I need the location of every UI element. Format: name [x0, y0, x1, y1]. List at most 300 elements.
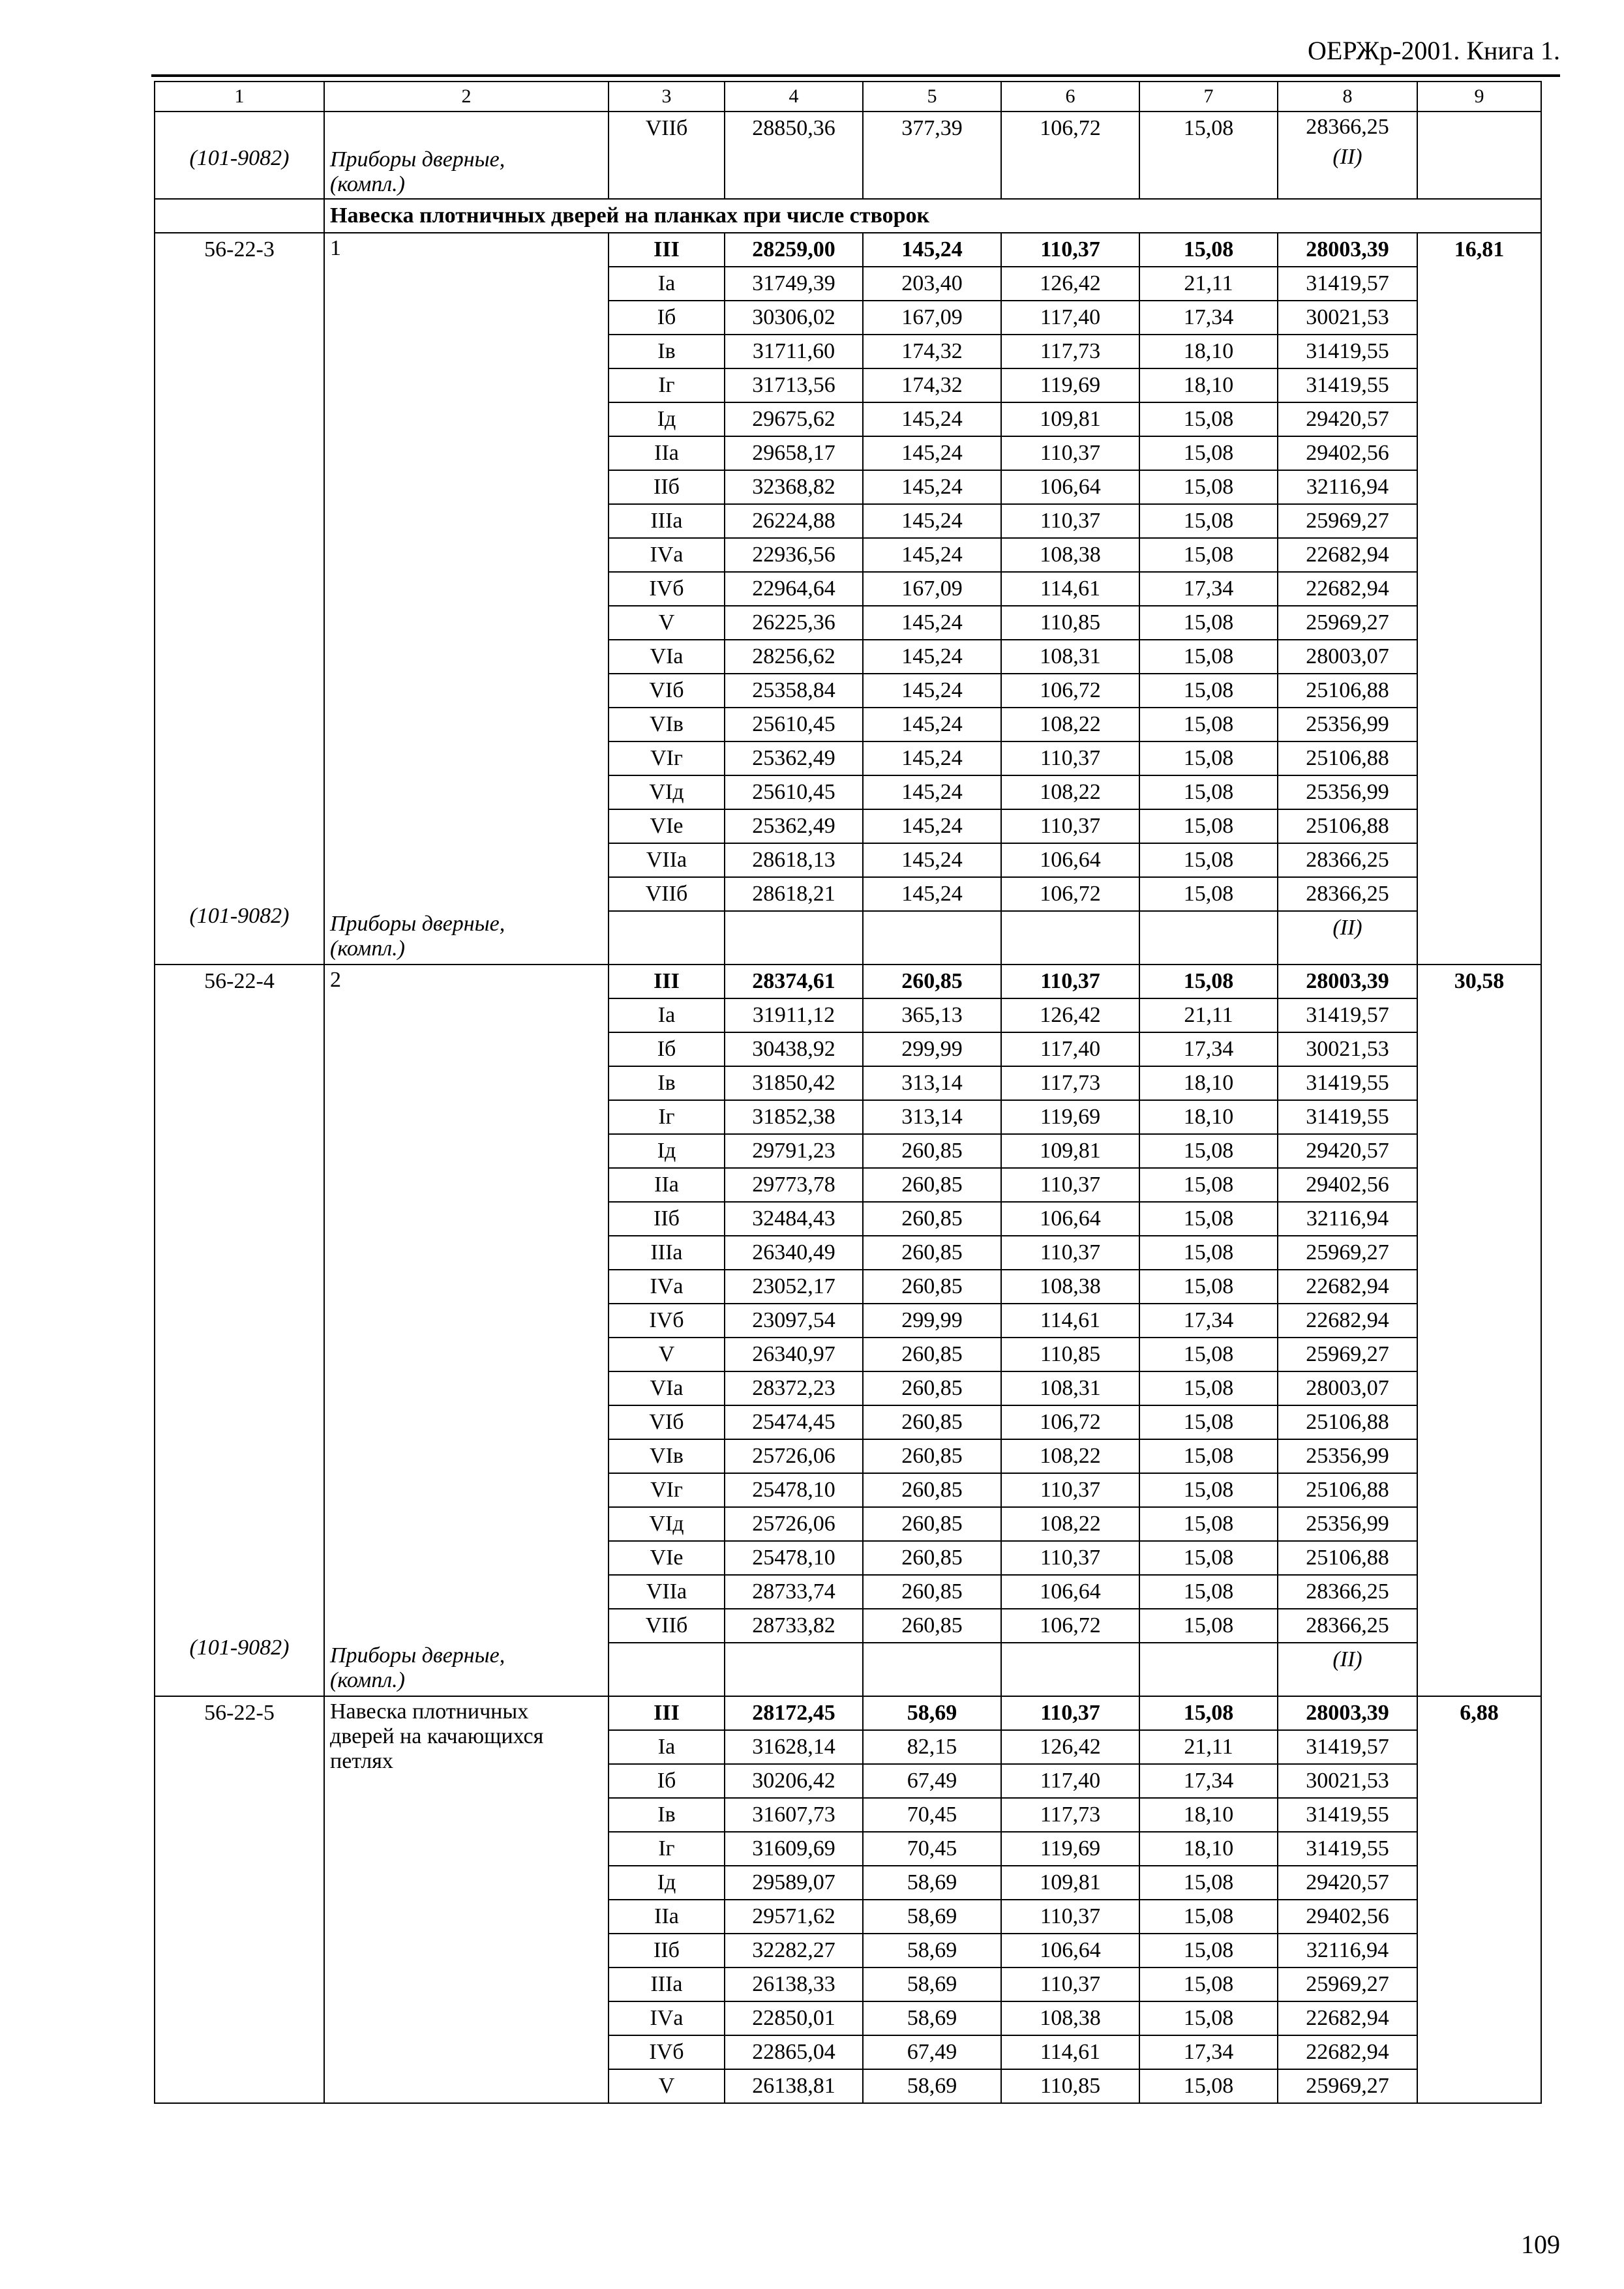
- value-cell: 25969,27: [1278, 1236, 1417, 1270]
- value-cell: 25106,88: [1278, 809, 1417, 843]
- value-cell: 67,49: [863, 2035, 1001, 2069]
- value-cell: 260,85: [863, 1168, 1001, 1202]
- value-cell: 110,37: [1001, 965, 1139, 998]
- value-cell: 31419,57: [1278, 998, 1417, 1032]
- value-cell: 117,40: [1001, 301, 1139, 335]
- value-cell: 260,85: [863, 1575, 1001, 1609]
- value-cell: 15,08: [1139, 1507, 1278, 1541]
- value-cell: 28172,45: [725, 1696, 863, 1730]
- value-cell: [863, 1643, 1001, 1696]
- value-cell: 119,69: [1001, 1100, 1139, 1134]
- value-cell: 25726,06: [725, 1507, 863, 1541]
- table-row: [155, 1696, 1541, 1730]
- value-cell: 29773,78: [725, 1168, 863, 1202]
- value-cell: 22682,94: [1278, 572, 1417, 606]
- value-cell: 15,08: [1139, 809, 1278, 843]
- value-cell: 29658,17: [725, 436, 863, 470]
- resource-class-cell: (II): [1278, 911, 1417, 965]
- value-cell: 22682,94: [1278, 1304, 1417, 1338]
- zone-cell: VIIа: [609, 1575, 725, 1609]
- value-cell: 28003,39: [1278, 1696, 1417, 1730]
- value-cell: 260,85: [863, 1507, 1001, 1541]
- value-cell: 15,08: [1139, 640, 1278, 674]
- value-cell: 108,38: [1001, 538, 1139, 572]
- value-cell: 28733,74: [725, 1575, 863, 1609]
- zone-cell: IVб: [609, 2035, 725, 2069]
- value-cell: 114,61: [1001, 572, 1139, 606]
- value-cell: 31419,55: [1278, 1066, 1417, 1100]
- value-cell: 58,69: [863, 2001, 1001, 2035]
- value-cell: 15,08: [1139, 1405, 1278, 1439]
- value-cell: 28618,21: [725, 877, 863, 911]
- zone-cell: VIIб: [609, 877, 725, 911]
- value-cell: 18,10: [1139, 1100, 1278, 1134]
- value-cell: 58,69: [863, 1696, 1001, 1730]
- value-cell: 29420,57: [1278, 1134, 1417, 1168]
- value-cell: 31852,38: [725, 1100, 863, 1134]
- header-rule: [151, 74, 1560, 77]
- value-cell: 70,45: [863, 1798, 1001, 1832]
- value-cell: 15,08: [1139, 1371, 1278, 1405]
- value-cell: 26340,97: [725, 1338, 863, 1371]
- value-cell: 106,64: [1001, 1934, 1139, 1967]
- value-cell: 18,10: [1139, 368, 1278, 402]
- value-cell: 110,37: [1001, 1967, 1139, 2001]
- zone-cell: VIб: [609, 674, 725, 708]
- value-cell: 15,08: [1139, 1967, 1278, 2001]
- zone-cell: III: [609, 1696, 725, 1730]
- zone-cell: Iа: [609, 267, 725, 301]
- zone-cell: IIб: [609, 1202, 725, 1236]
- value-cell: 145,24: [863, 504, 1001, 538]
- zone-cell: Iд: [609, 1134, 725, 1168]
- value-cell: 29791,23: [725, 1134, 863, 1168]
- zone-cell: Iа: [609, 1730, 725, 1764]
- total-cell: [1417, 112, 1541, 199]
- zone-cell: IIIа: [609, 504, 725, 538]
- value-cell: 22865,04: [725, 2035, 863, 2069]
- value-cell: 31419,55: [1278, 368, 1417, 402]
- value-cell: 25478,10: [725, 1541, 863, 1575]
- value-cell: 17,34: [1139, 1764, 1278, 1798]
- column-number: 5: [863, 82, 1001, 112]
- value-cell: 25610,45: [725, 775, 863, 809]
- value-cell: 15,08: [1139, 606, 1278, 640]
- value-cell: 28618,13: [725, 843, 863, 877]
- work-code-cell: [155, 233, 324, 965]
- value-cell: 31628,14: [725, 1730, 863, 1764]
- value-cell: 108,22: [1001, 775, 1139, 809]
- value-cell: 32484,43: [725, 1202, 863, 1236]
- value-cell: 25358,84: [725, 674, 863, 708]
- zone-cell: IVб: [609, 572, 725, 606]
- value-cell: 299,99: [863, 1032, 1001, 1066]
- value-cell: 22682,94: [1278, 2035, 1417, 2069]
- value-cell: 119,69: [1001, 368, 1139, 402]
- value-cell: 260,85: [863, 965, 1001, 998]
- value-cell: 106,64: [1001, 1202, 1139, 1236]
- zone-cell: IIа: [609, 1900, 725, 1934]
- value-cell: 15,08: [1139, 233, 1278, 267]
- value-cell: 110,37: [1001, 1696, 1139, 1730]
- value-cell: 167,09: [863, 301, 1001, 335]
- value-cell: 26224,88: [725, 504, 863, 538]
- value-cell: 15,08: [1139, 470, 1278, 504]
- zone-cell: IIб: [609, 470, 725, 504]
- value-cell: 106,72: [1001, 1609, 1139, 1643]
- value-cell: 260,85: [863, 1134, 1001, 1168]
- resource-code: (101-9082): [189, 904, 290, 928]
- value-cell: 28366,25: [1278, 877, 1417, 911]
- value-cell: 25362,49: [725, 809, 863, 843]
- value-cell: 15,08: [1139, 1900, 1278, 1934]
- zone-cell: Iг: [609, 368, 725, 402]
- value-cell: 25356,99: [1278, 1439, 1417, 1473]
- value-cell: 31419,57: [1278, 1730, 1417, 1764]
- value-cell: 30021,53: [1278, 1764, 1417, 1798]
- total-cell: 30,58: [1417, 965, 1541, 1696]
- value-cell: 110,37: [1001, 1900, 1139, 1934]
- resource-code: (101-9082): [189, 1636, 290, 1660]
- value-cell: 108,22: [1001, 1507, 1139, 1541]
- resource-desc: Приборы дверные, (компл.): [330, 1643, 505, 1692]
- value-cell: 22682,94: [1278, 2001, 1417, 2035]
- zone-cell: VIIб: [609, 112, 725, 199]
- value-cell: 15,08: [1139, 1439, 1278, 1473]
- value-cell: 25969,27: [1278, 606, 1417, 640]
- work-desc: Навеска плотничных дверей на качающихся петлях: [330, 1699, 544, 1773]
- zone-cell: VIг: [609, 1473, 725, 1507]
- zone-cell: Iд: [609, 1866, 725, 1900]
- value-cell: 260,85: [863, 1473, 1001, 1507]
- value-cell: 22936,56: [725, 538, 863, 572]
- value-cell: 25106,88: [1278, 1541, 1417, 1575]
- resource-desc: Приборы дверные, (компл.): [330, 147, 505, 196]
- value-cell: 110,85: [1001, 2069, 1139, 2103]
- column-number: 7: [1139, 82, 1278, 112]
- value-cell: 31419,57: [1278, 267, 1417, 301]
- value-cell: 15,08: [1139, 436, 1278, 470]
- value-cell: 28003,07: [1278, 1371, 1417, 1405]
- value-cell: 32368,82: [725, 470, 863, 504]
- zone-cell: IIа: [609, 1168, 725, 1202]
- value-cell: 25474,45: [725, 1405, 863, 1439]
- value-cell: 31419,55: [1278, 1100, 1417, 1134]
- value-cell: 31609,69: [725, 1832, 863, 1866]
- value-cell: 28003,07: [1278, 640, 1417, 674]
- value-cell: 17,34: [1139, 572, 1278, 606]
- resource-desc-cell: [324, 112, 609, 199]
- value-cell: 260,85: [863, 1405, 1001, 1439]
- value-cell: 15,08: [1139, 1473, 1278, 1507]
- value-cell: 260,85: [863, 1541, 1001, 1575]
- column-number: 2: [324, 82, 609, 112]
- value-cell: 31749,39: [725, 267, 863, 301]
- zone-cell: Iа: [609, 998, 725, 1032]
- zone-cell: VIв: [609, 1439, 725, 1473]
- value-cell: 365,13: [863, 998, 1001, 1032]
- value-cell: 31607,73: [725, 1798, 863, 1832]
- zone-cell: V: [609, 2069, 725, 2103]
- column-number: 8: [1278, 82, 1417, 112]
- value-cell: 260,85: [863, 1270, 1001, 1304]
- value-cell: 29402,56: [1278, 1168, 1417, 1202]
- value-cell: 110,37: [1001, 1168, 1139, 1202]
- value-cell: 108,31: [1001, 1371, 1139, 1405]
- value-cell: 28366,25: [1278, 843, 1417, 877]
- value-cell: 145,24: [863, 470, 1001, 504]
- value-cell: 110,37: [1001, 1473, 1139, 1507]
- value-cell: 15,08: [1139, 1134, 1278, 1168]
- value-cell: 21,11: [1139, 1730, 1278, 1764]
- value-cell: 110,85: [1001, 1338, 1139, 1371]
- value-cell: 15,08: [1139, 741, 1278, 775]
- zone-cell: VIа: [609, 640, 725, 674]
- page-header: ОЕРЖр-2001. Книга 1.: [1308, 36, 1560, 65]
- value-cell: 26225,36: [725, 606, 863, 640]
- value-cell: 30021,53: [1278, 301, 1417, 335]
- zone-cell: IVб: [609, 1304, 725, 1338]
- value-cell: 30438,92: [725, 1032, 863, 1066]
- value-cell: 117,40: [1001, 1032, 1139, 1066]
- value-cell: 145,24: [863, 606, 1001, 640]
- zone-cell: IIб: [609, 1934, 725, 1967]
- zone-cell: IVа: [609, 2001, 725, 2035]
- value-cell: 15,08: [1139, 1934, 1278, 1967]
- value-cell: 32116,94: [1278, 1202, 1417, 1236]
- value-cell: 117,73: [1001, 1798, 1139, 1832]
- value-cell: 145,24: [863, 538, 1001, 572]
- zone-cell: Iг: [609, 1100, 725, 1134]
- value-cell: 31419,55: [1278, 1832, 1417, 1866]
- value-cell: 15,08: [1139, 1866, 1278, 1900]
- value-cell: 28366,25: [1278, 1609, 1417, 1643]
- zone-cell: IVа: [609, 538, 725, 572]
- value-cell: 28256,62: [725, 640, 863, 674]
- resource-code-cell: [155, 112, 324, 199]
- zone-cell: [609, 1643, 725, 1696]
- value-cell: 15,08: [1139, 2069, 1278, 2103]
- value-cell: 126,42: [1001, 998, 1139, 1032]
- value-cell: 28259,00: [725, 233, 863, 267]
- value-cell: 114,61: [1001, 1304, 1139, 1338]
- value-cell: 260,85: [863, 1338, 1001, 1371]
- value-cell: 106,64: [1001, 843, 1139, 877]
- value-cell: 145,24: [863, 674, 1001, 708]
- value-cell: 117,73: [1001, 1066, 1139, 1100]
- value-cell: 29402,56: [1278, 1900, 1417, 1934]
- zone-cell: IVа: [609, 1270, 725, 1304]
- value-cell: 32282,27: [725, 1934, 863, 1967]
- zone-cell: VIд: [609, 1507, 725, 1541]
- value-cell: 15,08: [1139, 877, 1278, 911]
- value-cell: 110,37: [1001, 436, 1139, 470]
- value-cell: 106,64: [1001, 470, 1139, 504]
- zone-cell: VIа: [609, 1371, 725, 1405]
- value-cell: 110,37: [1001, 233, 1139, 267]
- value-cell: 106,72: [1001, 1405, 1139, 1439]
- value-cell: [863, 911, 1001, 965]
- work-code-cell: [155, 965, 324, 1696]
- column-number: 3: [609, 82, 725, 112]
- value-cell: 126,42: [1001, 1730, 1139, 1764]
- value-cell: 25969,27: [1278, 2069, 1417, 2103]
- work-desc-cell: [324, 965, 609, 1696]
- column-number: 1: [155, 82, 324, 112]
- value-cell: [1139, 1643, 1278, 1696]
- work-desc-cell: [324, 233, 609, 965]
- value-cell: 119,69: [1001, 1832, 1139, 1866]
- value-cell: 109,81: [1001, 1134, 1139, 1168]
- value-cell: 145,24: [863, 233, 1001, 267]
- value-cell: [1001, 911, 1139, 965]
- resource-code: (101-9082): [189, 146, 290, 170]
- value-cell: 15,08: [1139, 674, 1278, 708]
- work-code: 56-22-5: [204, 1701, 275, 1725]
- zone-cell: VIб: [609, 1405, 725, 1439]
- zone-cell: VIв: [609, 708, 725, 741]
- value-cell: 260,85: [863, 1236, 1001, 1270]
- zone-cell: V: [609, 606, 725, 640]
- value-cell: 260,85: [863, 1439, 1001, 1473]
- zone-cell: III: [609, 233, 725, 267]
- value-cell: 25969,27: [1278, 1338, 1417, 1371]
- norms-table: [154, 81, 1542, 2104]
- value-cell: 18,10: [1139, 335, 1278, 368]
- value-cell: 106,72: [1001, 112, 1139, 199]
- value-cell: 23097,54: [725, 1304, 863, 1338]
- value-cell: 25726,06: [725, 1439, 863, 1473]
- value-cell: 58,69: [863, 2069, 1001, 2103]
- value-cell: 30206,42: [725, 1764, 863, 1798]
- value-cell: 313,14: [863, 1066, 1001, 1100]
- value-cell: 22682,94: [1278, 1270, 1417, 1304]
- value-cell: 110,37: [1001, 741, 1139, 775]
- value-cell: 145,24: [863, 775, 1001, 809]
- value-cell: 29420,57: [1278, 402, 1417, 436]
- value-cell: 174,32: [863, 335, 1001, 368]
- value-cell: 28003,39: [1278, 233, 1417, 267]
- zone-cell: VIг: [609, 741, 725, 775]
- value-cell: 109,81: [1001, 1866, 1139, 1900]
- value-cell: 106,72: [1001, 674, 1139, 708]
- value-cell: 260,85: [863, 1202, 1001, 1236]
- value-cell: 25362,49: [725, 741, 863, 775]
- value-cell: 145,24: [863, 708, 1001, 741]
- value-cell: 108,38: [1001, 1270, 1139, 1304]
- page-number: 109: [1521, 2230, 1560, 2259]
- zone-cell: III: [609, 965, 725, 998]
- value-cell: 18,10: [1139, 1066, 1278, 1100]
- zone-cell: VIе: [609, 1541, 725, 1575]
- zone-cell: Iв: [609, 335, 725, 368]
- value-cell: 17,34: [1139, 2035, 1278, 2069]
- value-cell: 18,10: [1139, 1798, 1278, 1832]
- value-cell: 106,72: [1001, 877, 1139, 911]
- value-cell: 15,08: [1139, 775, 1278, 809]
- value-cell: 260,85: [863, 1609, 1001, 1643]
- value-cell: 29675,62: [725, 402, 863, 436]
- zone-cell: VIд: [609, 775, 725, 809]
- value-cell: 203,40: [863, 267, 1001, 301]
- value-cell: 28374,61: [725, 965, 863, 998]
- value-cell: 299,99: [863, 1304, 1001, 1338]
- blank-cell: [155, 199, 324, 233]
- value-cell: 108,31: [1001, 640, 1139, 674]
- value-cell: 25106,88: [1278, 741, 1417, 775]
- value-cell: 145,24: [863, 741, 1001, 775]
- value-cell: 17,34: [1139, 1032, 1278, 1066]
- zone-cell: IIа: [609, 436, 725, 470]
- value-cell: 110,37: [1001, 809, 1139, 843]
- value-cell: 25969,27: [1278, 504, 1417, 538]
- value-cell: 58,69: [863, 1934, 1001, 1967]
- value-cell: 15,08: [1139, 708, 1278, 741]
- value-cell: 31850,42: [725, 1066, 863, 1100]
- value-cell: 108,22: [1001, 708, 1139, 741]
- value-cell: 15,08: [1139, 965, 1278, 998]
- value-cell: 26138,81: [725, 2069, 863, 2103]
- value-cell: 167,09: [863, 572, 1001, 606]
- value-cell: [1139, 911, 1278, 965]
- value-cell: 145,24: [863, 436, 1001, 470]
- value-cell: 145,24: [863, 640, 1001, 674]
- value-cell: 106,64: [1001, 1575, 1139, 1609]
- value-cell: 28366,25: [1278, 1575, 1417, 1609]
- value-cell: 23052,17: [725, 1270, 863, 1304]
- value-cell: 15,08: [1139, 2001, 1278, 2035]
- value-cell: 260,85: [863, 1371, 1001, 1405]
- value-cell: 31419,55: [1278, 1798, 1417, 1832]
- value-cell: 22682,94: [1278, 538, 1417, 572]
- value-cell: 25106,88: [1278, 1473, 1417, 1507]
- value-cell: [725, 1643, 863, 1696]
- value-cell: 22850,01: [725, 2001, 863, 2035]
- value-cell: 15,08: [1139, 1202, 1278, 1236]
- continuation-row: [155, 112, 1541, 199]
- value-cell: 110,37: [1001, 1236, 1139, 1270]
- zone-cell: Iб: [609, 1764, 725, 1798]
- value-cell: 28850,36: [725, 112, 863, 199]
- value-cell: 17,34: [1139, 1304, 1278, 1338]
- zone-cell: VIе: [609, 809, 725, 843]
- value-cell: 25478,10: [725, 1473, 863, 1507]
- total-cell: 6,88: [1417, 1696, 1541, 2103]
- value-cell: 117,73: [1001, 335, 1139, 368]
- value-cell: 30306,02: [725, 301, 863, 335]
- work-desc: 2: [330, 968, 341, 992]
- value-cell: 28372,23: [725, 1371, 863, 1405]
- value-cell: 58,69: [863, 1967, 1001, 2001]
- zone-cell: Iг: [609, 1832, 725, 1866]
- value-cell: 32116,94: [1278, 1934, 1417, 1967]
- value-cell: 174,32: [863, 368, 1001, 402]
- value-cell: 313,14: [863, 1100, 1001, 1134]
- value-cell: 17,34: [1139, 301, 1278, 335]
- value-cell: 15,08: [1139, 1609, 1278, 1643]
- zone-cell: IIIа: [609, 1967, 725, 2001]
- resource-class: (II): [1332, 145, 1362, 169]
- resource-class-cell: (II): [1278, 1643, 1417, 1696]
- value-cell: 145,24: [863, 843, 1001, 877]
- value-cell: 29420,57: [1278, 1866, 1417, 1900]
- value-cell: 25106,88: [1278, 674, 1417, 708]
- value-cell: 25356,99: [1278, 708, 1417, 741]
- value-cell: 15,08: [1139, 504, 1278, 538]
- value-cell: 110,85: [1001, 606, 1139, 640]
- value-cell: 18,10: [1139, 1832, 1278, 1866]
- zone-cell: IIIа: [609, 1236, 725, 1270]
